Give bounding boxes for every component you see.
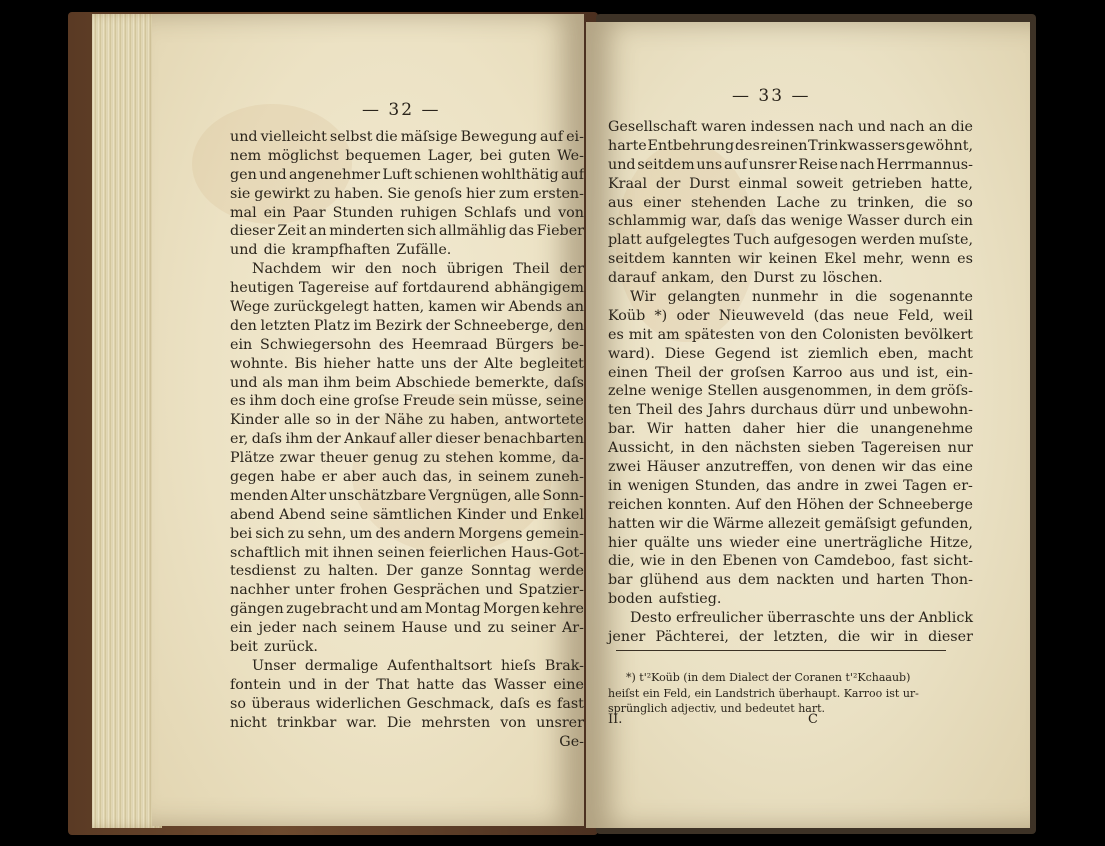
text-line: Wir gelangten nunmehr in die sogenannte [630, 289, 973, 306]
text-line: es mit am spätesten von den Colonisten bevölkert [608, 326, 973, 343]
text-line: fontein und in der That hatte das Wasser eine [230, 676, 584, 693]
text-line: platt aufgelegtes Tuch aufgesogen werden muſste, [608, 232, 973, 249]
left-page-text [230, 128, 584, 751]
text-line: tesdienst zu halten. Der ganze Sonntag werde [230, 563, 584, 580]
text-line: er, daſs ihm der Ankauf aller dieser benachbarten [230, 431, 584, 448]
text-line: und vielleicht selbst die mäſsige Bewegung auf ei- [230, 129, 584, 145]
text-line: so überaus widerlichen Geschmack, daſs es fast [230, 695, 584, 712]
text-line: Unser dermalige Aufenthaltsort hieſs Brak- [252, 657, 584, 674]
text-line: nachher unter frohen Gesprächen und Spatzier- [230, 582, 584, 599]
text-line: Kraal der Durst einmal soweit getrieben hatte, [608, 175, 973, 192]
text-line: nicht trinkbar war. Die mehrsten von unsrer [230, 714, 584, 731]
text-line: hatten wir die Wärme allezeit gemäſsigt gefunden, [608, 515, 973, 532]
text-line: einen Theil der groſsen Karroo aus und ist, ein- [608, 364, 973, 381]
text-line: gegen habe er aber auch das, in seinem zuneh- [230, 469, 584, 486]
text-line: bei sich zu sehn, um des andern Morgens gemein- [230, 525, 584, 542]
text-line: Ge- [559, 733, 584, 750]
text-line: mal ein Paar Stunden ruhigen Schlafs und von [230, 204, 584, 221]
text-line: ward). Diese Gegend ist ziemlich eben, macht [608, 345, 973, 362]
text-line: und die krampfhaften Zufälle. [230, 242, 452, 259]
text-line: aus einer stehenden Lache zu trinken, die so [608, 194, 973, 211]
text-line: ten Theil des Jahrs durchaus dürr und unbewohn- [608, 402, 973, 419]
text-line: gen und angenehmer Luft schienen wohlthätig auf [230, 166, 584, 183]
signature-volume: II. [608, 712, 623, 727]
text-line: Desto erfreulicher überraschte uns der Anblick [630, 610, 973, 627]
text-line: reichen konnten. Auf den Höhen der Schneeberge [608, 496, 973, 513]
text-line: zwei Häuser anzutreffen, von denen wir das eine [608, 459, 973, 476]
footnote-line: *) t'²Koüb (in dem Dialect der Coranen t'²Kchaaub) [626, 671, 911, 684]
text-line: Aussicht, in den nächsten sieben Tagereisen nur [608, 440, 973, 457]
text-line: Koüb *) oder Nieuweveld (das neue Feld, weil [608, 307, 973, 324]
page-number: — 32 — [362, 100, 441, 120]
text-line: und als man ihm beim Abschiede bemerkte, daſs [230, 374, 584, 391]
text-line: bar glühend aus dem nackten und harten Thon- [608, 572, 973, 589]
text-line: die, wie in den Ebenen von Camdeboo, fast sicht- [608, 553, 973, 570]
text-line: abend Abend seine sämtlichen Kinder und Enkel [230, 506, 584, 523]
text-line: dieser Zeit an minderten sich allmählig das Fieber [230, 223, 584, 240]
text-line: hier quälte uns wieder eine unerträgliche Hitze, [608, 534, 973, 551]
text-line: zelne wenige Stellen ausgenommen, in dem gröſs- [608, 383, 973, 400]
text-line: ein jeder nach seinem Hause und zu seiner Ar- [230, 620, 584, 637]
text-line: jener Pächterei, der letzten, die wir in dieser [608, 629, 973, 646]
text-line: heutigen Tagereise auf fortdaurend abhängigem [230, 280, 584, 297]
text-line: in wenigen Stunden, das andre in zwei Tagen er- [608, 477, 973, 494]
footnote [608, 670, 976, 717]
text-line: den letzten Platz im Bezirk der Schneeberge, den [230, 317, 584, 334]
text-line: wohnte. Bis hieher hatte uns der Alte begleitet [230, 355, 584, 372]
text-line: Nachdem wir den noch übrigen Theil der [252, 261, 584, 278]
text-line: beit zurück. [230, 639, 318, 656]
page-number: — 33 — [732, 86, 811, 106]
text-line: es ihm doch eine groſse Freude sein müsse, seine [230, 393, 584, 410]
text-line: boden aufstieg. [608, 591, 722, 608]
text-line: sie gewirkt zu haben. Sie genoſs hier zum ersten- [230, 185, 584, 202]
text-line: menden Alter unschätzbare Vergnügen, alle Sonn- [230, 487, 584, 504]
text-line: schaftlich mit ihnen seinen feierlichen Haus-Got- [230, 544, 584, 561]
signature-letter: C [808, 712, 818, 727]
text-line: ein Schwiegersohn des Heemraad Bürgers be- [230, 336, 584, 353]
right-page-text [608, 118, 973, 647]
text-line: darauf ankam, den Durst zu löschen. [608, 270, 883, 287]
text-line: bar. Wir hatten daher hier die unangenehme [608, 421, 973, 438]
text-line: Wege zurückgelegt hatten, kamen wir Abends an [230, 299, 584, 316]
left-page [152, 14, 584, 826]
text-line: nem möglichst bequemen Lager, bei guten We- [230, 147, 584, 164]
footnote-line: heiſst ein Feld, ein Landstrich überhaupt. Karroo ist ur- [608, 686, 919, 700]
text-line: Kinder alle so in der Nähe zu haben, antwortete [230, 412, 584, 429]
text-line: seitdem kannten wir keinen Ekel mehr, wenn es [608, 251, 973, 268]
text-line: und seitdem uns auf unsrer Reise nach Herrmannus- [608, 156, 973, 173]
footnote-rule [616, 650, 946, 651]
footnote-line: sprünglich adjectiv, und bedeutet hart. [608, 702, 826, 715]
right-page [586, 22, 1030, 828]
text-line: Plätze zwar theuer genug zu stehen komme, da- [230, 450, 584, 467]
text-line: gängen zugebracht und am Montag Morgen kehre [230, 601, 584, 618]
text-line: harte Entbehrung des reinen Trinkwassers gewöhnt, [608, 137, 973, 154]
text-line: schlammig war, daſs das wenige Wasser durch ein [608, 213, 973, 230]
text-line: Gesellschaft waren indessen nach und nach an die [608, 119, 973, 135]
